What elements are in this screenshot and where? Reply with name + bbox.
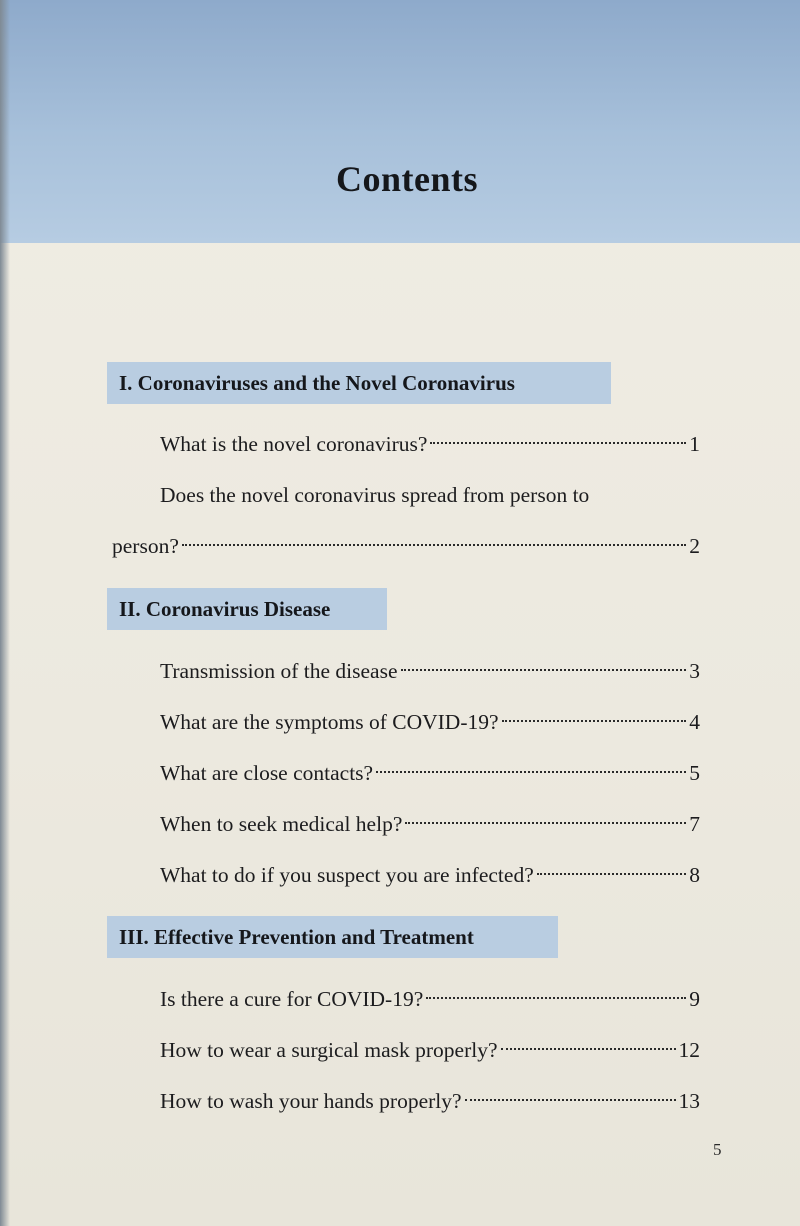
- toc-entry[interactable]: [160, 704, 700, 740]
- leader-dots: [537, 873, 687, 875]
- leader-dots: [426, 997, 686, 999]
- toc-entry-page: 2: [689, 534, 700, 558]
- toc-entry-page: 5: [689, 761, 700, 785]
- page-title: Contents: [335, 159, 478, 199]
- toc-entry[interactable]: [160, 1032, 700, 1068]
- toc-entry-page: 8: [689, 863, 700, 887]
- toc-entry-text: What are close contacts?: [160, 761, 374, 785]
- leader-dots: [430, 442, 686, 444]
- toc-entry-text: What are the symptoms of COVID-19?: [160, 710, 499, 734]
- leader-dots: [501, 1048, 676, 1050]
- toc-entry-text: When to seek medical help?: [160, 812, 403, 836]
- toc-entry-text-line2: person?: [112, 534, 179, 558]
- leader-dots: [502, 720, 687, 722]
- toc-entry[interactable]: [160, 755, 700, 791]
- toc-entry[interactable]: [160, 981, 700, 1017]
- toc-entry[interactable]: [160, 653, 700, 689]
- toc-entry[interactable]: [160, 1083, 700, 1119]
- section-heading-3[interactable]: III. Effective Prevention and Treatment: [107, 916, 558, 958]
- leader-dots: [405, 822, 686, 824]
- toc-entry[interactable]: [160, 806, 700, 842]
- section-heading-1[interactable]: I. Coronaviruses and the Novel Coronavirus: [107, 362, 611, 404]
- section-heading-2[interactable]: II. Coronavirus Disease: [107, 588, 387, 630]
- toc-entry-text: What is the novel coronavirus?: [160, 432, 428, 456]
- toc-entry-page: 1: [689, 432, 700, 456]
- toc-entry-text: What to do if you suspect you are infected?: [160, 863, 534, 887]
- toc-entry[interactable]: [112, 528, 700, 564]
- toc-entry-text: How to wear a surgical mask properly?: [160, 1038, 498, 1062]
- toc-entry-text: How to wash your hands properly?: [160, 1089, 462, 1113]
- toc-entry-page: 7: [689, 812, 700, 836]
- leader-dots: [376, 771, 686, 773]
- toc-entry-page: 3: [689, 659, 700, 683]
- toc-entry-page: 9: [689, 987, 700, 1011]
- leader-dots: [401, 669, 687, 671]
- toc-entry-page: 12: [678, 1038, 700, 1062]
- page-number: 5: [713, 1140, 722, 1159]
- toc-entry-page: 13: [678, 1089, 700, 1113]
- toc-entry-text: Transmission of the disease: [160, 659, 398, 683]
- leader-dots: [182, 544, 686, 546]
- header-band: [0, 0, 800, 243]
- toc-entry-text-line1[interactable]: Does the novel coronavirus spread from person to: [160, 483, 590, 507]
- leader-dots: [465, 1099, 676, 1101]
- toc-entry[interactable]: [160, 857, 700, 893]
- toc-entry-page: 4: [689, 710, 700, 734]
- toc-entry[interactable]: [160, 426, 700, 462]
- toc-entry-text: Is there a cure for COVID-19?: [160, 987, 424, 1011]
